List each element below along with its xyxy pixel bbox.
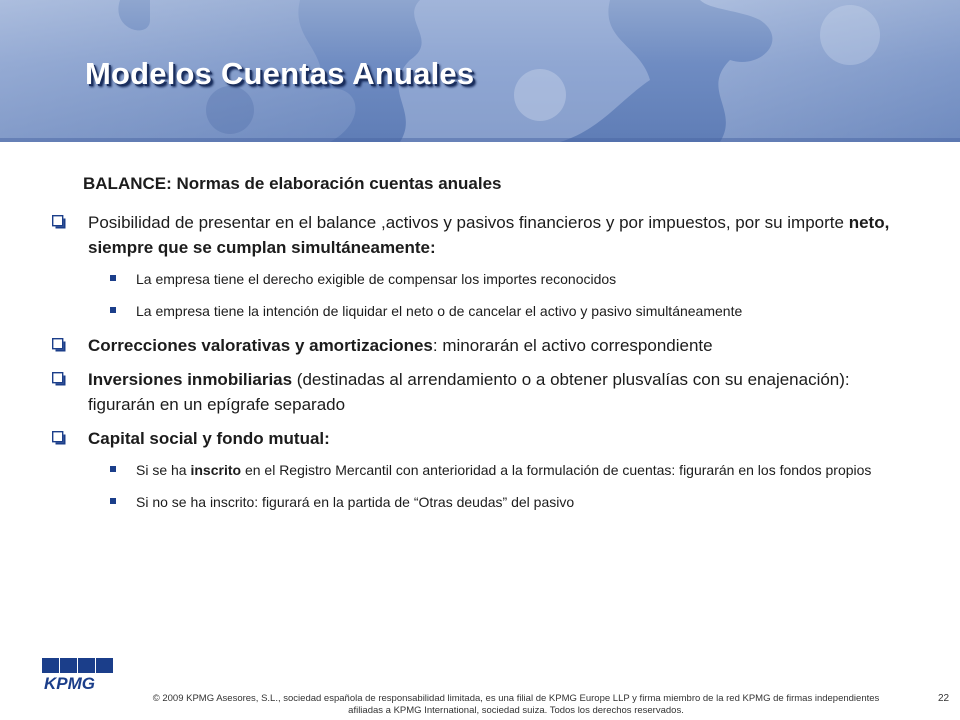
list-item [52, 367, 912, 417]
kpmg-logo-text: KPMG [44, 674, 95, 692]
item-bold-text: neto, siempre que se cumplan simultáneamente: [88, 213, 890, 257]
sub-item-text: en el Registro Mercantil con anterioridad a la formulación de cuentas: figurarán en los fondos propios [241, 462, 872, 478]
square-bullet-icon [110, 307, 116, 313]
square-bullet-icon [110, 275, 116, 281]
item-bold-text: Correcciones valorativas y amortizaciones [88, 336, 433, 355]
page-title: Modelos Cuentas Anuales [85, 56, 475, 91]
bullet-list [52, 210, 912, 524]
list-item [52, 333, 912, 358]
square-bullet-icon [110, 466, 116, 472]
checkbox-bullet-icon [52, 431, 66, 445]
checkbox-bullet-icon [52, 338, 66, 352]
sub-item-text: Si se ha [136, 462, 191, 478]
list-item [52, 210, 912, 260]
list-item [52, 426, 912, 451]
header-banner [0, 0, 960, 142]
square-bullet-icon [110, 498, 116, 504]
sub-item-text: La empresa tiene el derecho exigible de compensar los importes reconocidos [136, 271, 617, 287]
item-text: : minorarán el activo correspondiente [432, 336, 713, 355]
sub-list-item [52, 301, 912, 321]
sub-item-text: La empresa tiene la intención de liquidar el neto o de cancelar el activo y pasivo simultáneamente [136, 303, 743, 319]
sub-list-item [52, 492, 912, 512]
checkbox-bullet-icon [52, 372, 66, 386]
item-bold-text: Capital social y fondo mutual: [88, 429, 330, 448]
item-text: (destinadas al arrendamiento o a obtener plusvalías con su enajenación): figurarán en un epígrafe separado [88, 370, 850, 414]
page-number: 22 [938, 693, 950, 704]
sub-item-bold-text: inscrito [190, 462, 242, 478]
sub-list-item [52, 269, 912, 289]
item-bold-text: Inversiones inmobiliarias [88, 370, 293, 389]
checkbox-bullet-icon [52, 215, 66, 229]
sub-list-item [52, 460, 912, 480]
item-text: Posibilidad de presentar en el balance ,activos y pasivos financieros y por impuestos, por su importe [88, 213, 849, 232]
copyright-notice: © 2009 KPMG Asesores, S.L., sociedad española de responsabilidad limitada, es una filial de KPMG Europe LLP y firma miembro de la red KPMG de firmas independientes afiliadas a KPMG International, sociedad suiza. Todos los derechos reservados. [152, 693, 880, 716]
sub-item-text: Si no se ha inscrito: figurará en la partida de “Otras deudas” del pasivo [136, 494, 575, 510]
section-subtitle: BALANCE: Normas de elaboración cuentas anuales [83, 174, 502, 193]
kpmg-logo [42, 658, 116, 692]
